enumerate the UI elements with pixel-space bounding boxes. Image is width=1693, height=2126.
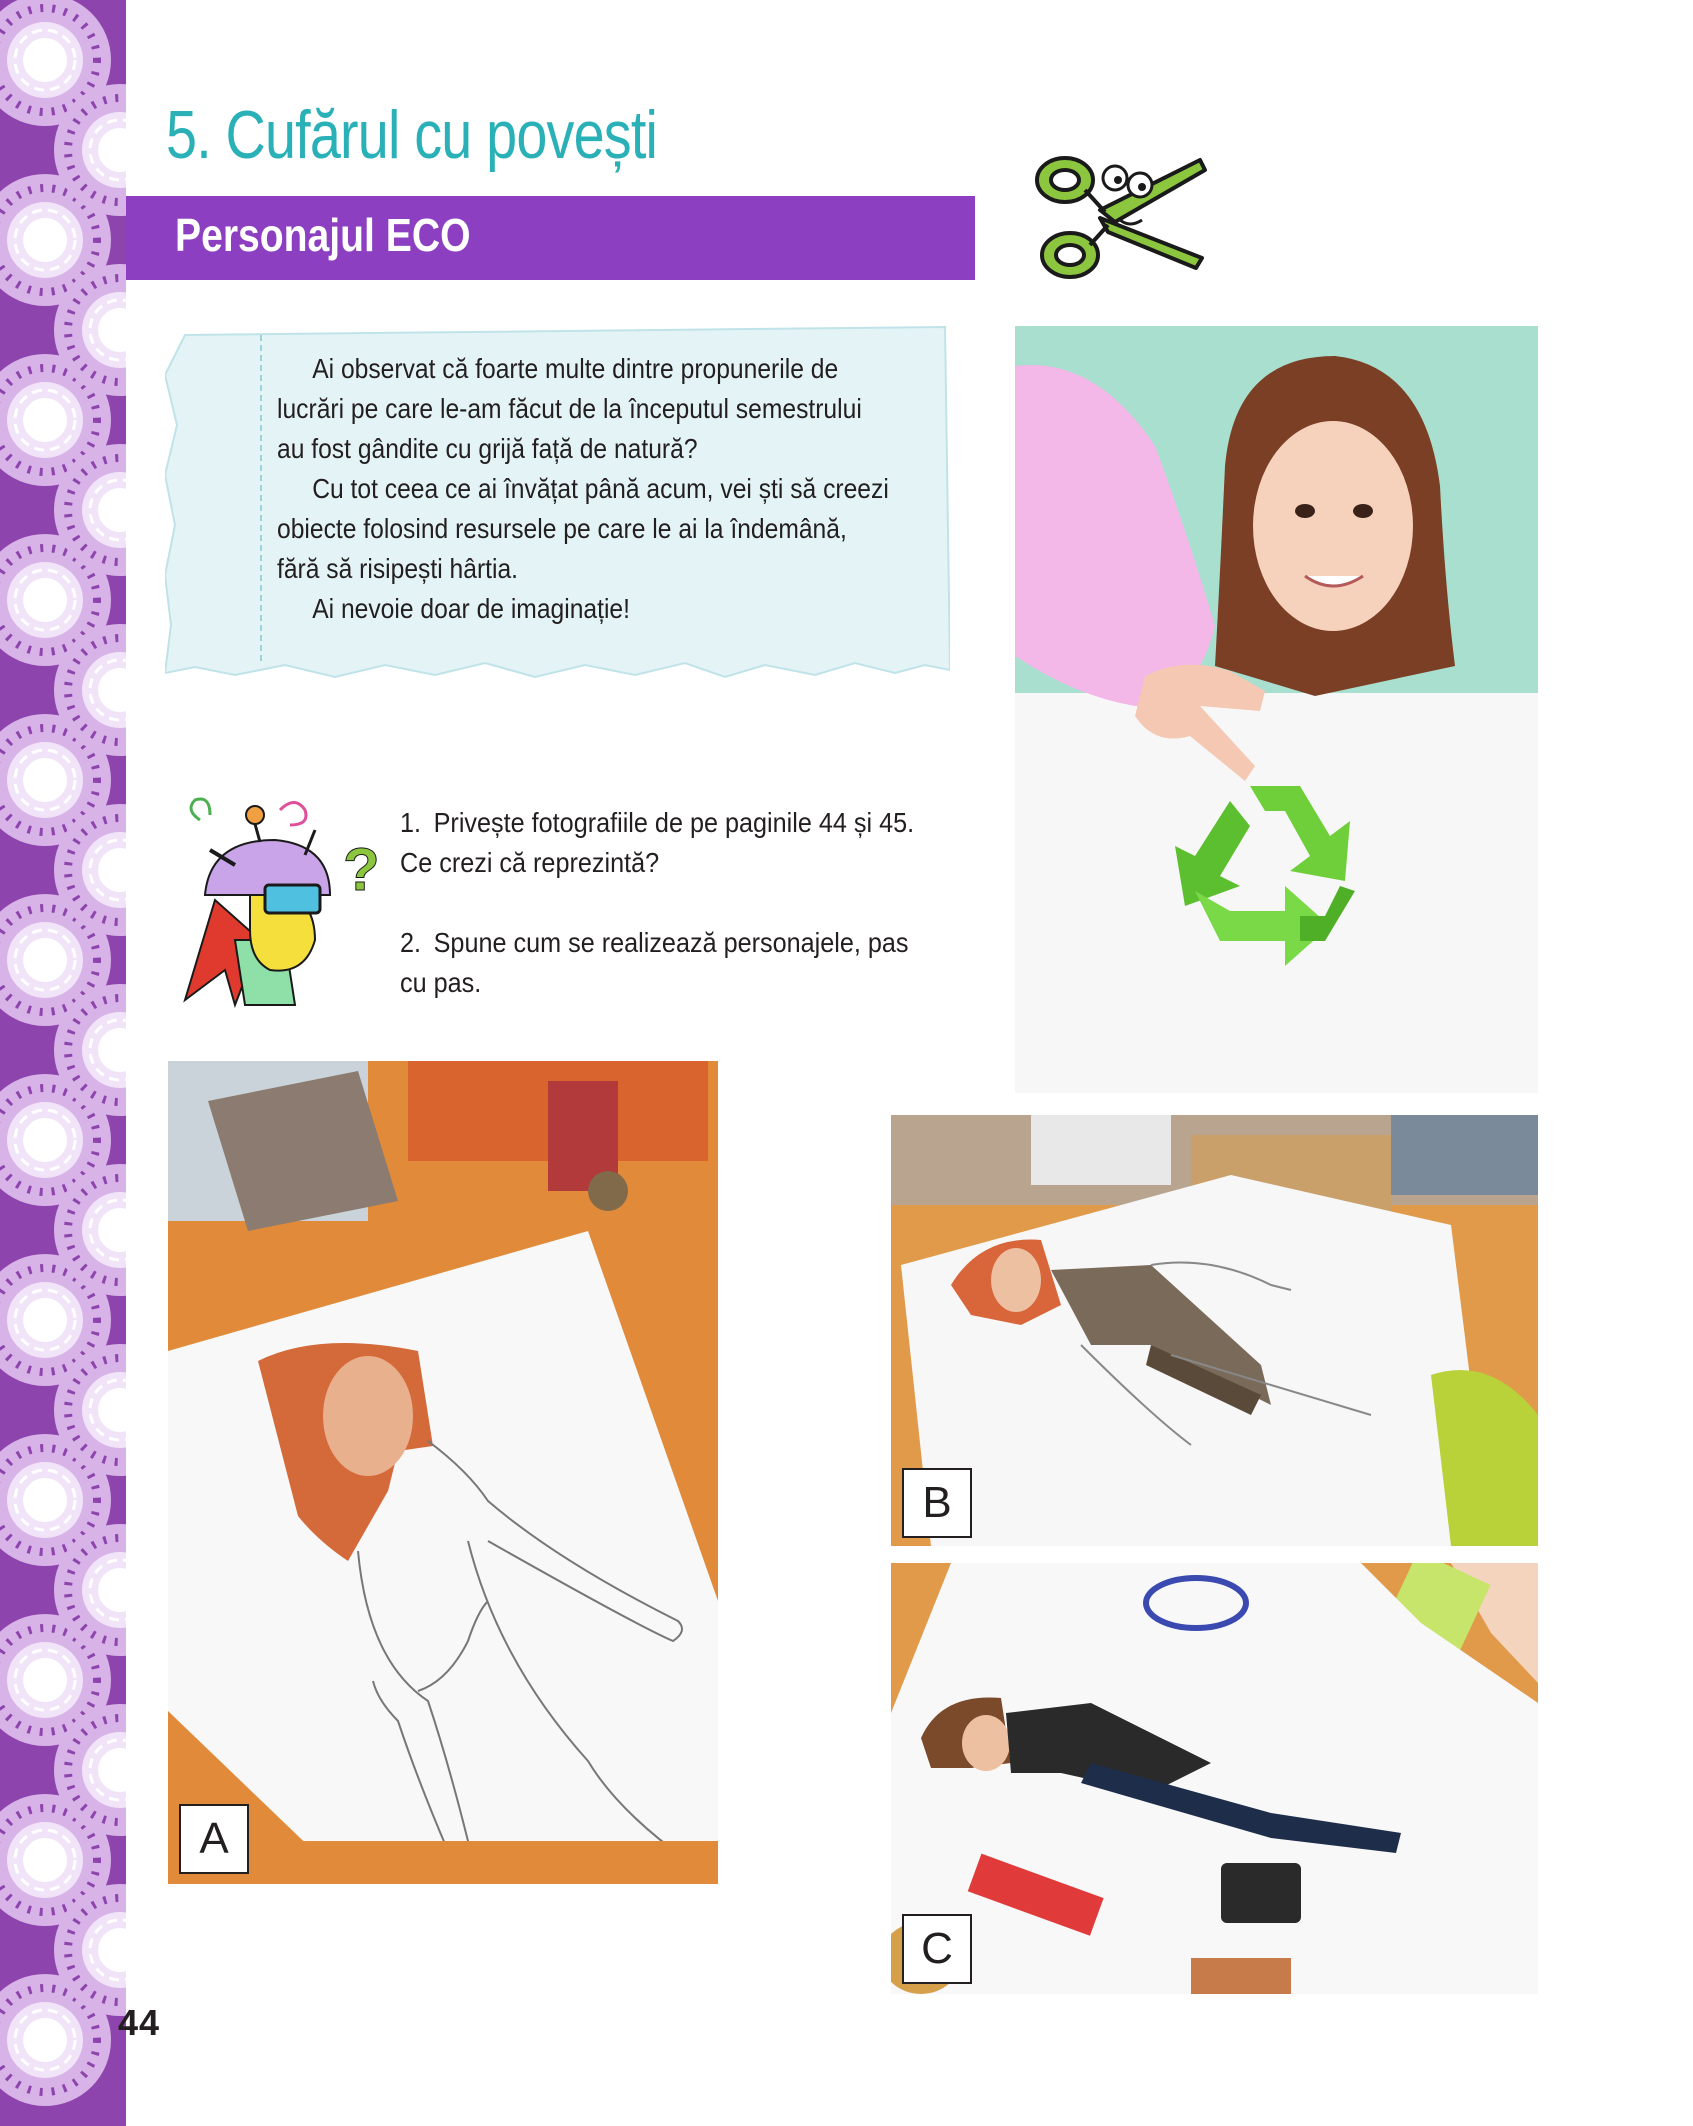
question-number: 1.: [400, 807, 422, 838]
svg-text:?: ?: [343, 836, 380, 903]
discussion-questions: [400, 803, 940, 1043]
section-header-bar: [126, 196, 975, 280]
circle-pattern: [0, 0, 126, 2126]
question-item: [400, 923, 940, 1003]
question-number: 2.: [400, 927, 422, 958]
question-text: Privește fotografiile de pe paginile 44 și 45. Ce crezi că reprezintă?: [400, 807, 915, 878]
photo-step-b: [891, 1115, 1538, 1546]
photo-label-c: C: [902, 1914, 972, 1984]
intro-text: [277, 349, 893, 629]
intro-paragraph: Ai observat că foarte multe dintre propunerile de lucrări pe care le-am făcut de la începutul semestrului au fost gândite cu grijă față de natură?: [277, 353, 862, 464]
intro-note: [165, 325, 950, 680]
photo-step-a: [168, 1061, 718, 1884]
photo-girl-recycle: [1015, 326, 1538, 1093]
question-text: Spune cum se realizează personajele, pas cu pas.: [400, 927, 909, 998]
photo-label-a: A: [179, 1804, 249, 1874]
photo-label-b: B: [902, 1468, 972, 1538]
page-number: 44: [118, 2002, 161, 2043]
intro-paragraph: Ai nevoie doar de imaginație!: [312, 593, 630, 624]
decorative-side-band: [0, 0, 126, 2126]
question-item: [400, 803, 940, 883]
photo-step-c: [891, 1563, 1538, 1994]
thinking-mascot-illustration: [165, 790, 380, 1010]
section-title: Personajul ECO: [175, 209, 471, 261]
scissors-icon: [1030, 140, 1210, 285]
question-mark-icon: [343, 836, 380, 903]
chapter-title: 5. Cufărul cu povești: [166, 97, 658, 173]
intro-paragraph: Cu tot ceea ce ai învățat până acum, vei ști să creezi obiecte folosind resursele pe care le ai la îndemână, fără să risipești hârtia.: [277, 473, 889, 584]
